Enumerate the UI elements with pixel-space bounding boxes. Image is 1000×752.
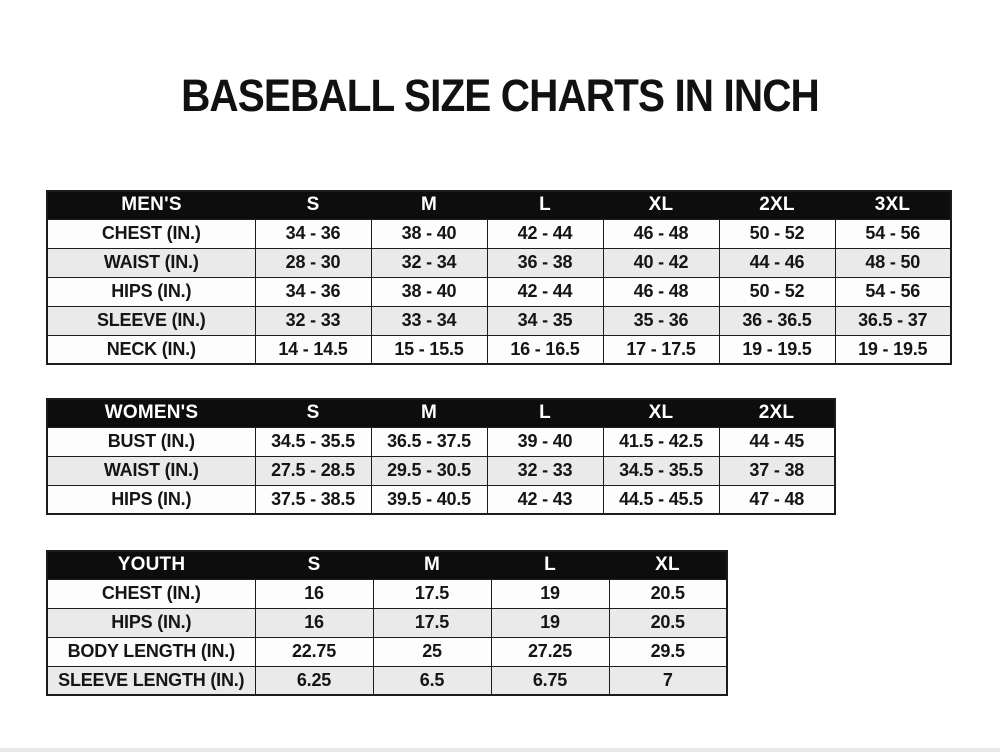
size-value-cell: 16 bbox=[255, 608, 373, 637]
row-label: BUST (IN.) bbox=[47, 427, 255, 456]
size-value-cell: 16 - 16.5 bbox=[487, 335, 603, 364]
size-value-cell: 19 - 19.5 bbox=[835, 335, 951, 364]
row-label: NECK (IN.) bbox=[47, 335, 255, 364]
size-value-cell: 17.5 bbox=[373, 608, 491, 637]
size-value-cell: 6.25 bbox=[255, 666, 373, 695]
mens-table bbox=[46, 190, 952, 365]
size-value-cell: 41.5 - 42.5 bbox=[603, 427, 719, 456]
size-value-cell: 19 - 19.5 bbox=[719, 335, 835, 364]
table-row bbox=[47, 485, 835, 514]
size-value-cell: 38 - 40 bbox=[371, 219, 487, 248]
column-header-m: M bbox=[371, 191, 487, 219]
size-value-cell: 6.75 bbox=[491, 666, 609, 695]
size-value-cell: 20.5 bbox=[609, 608, 727, 637]
size-value-cell: 54 - 56 bbox=[835, 277, 951, 306]
table-row bbox=[47, 579, 727, 608]
size-value-cell: 46 - 48 bbox=[603, 277, 719, 306]
mens-size-table bbox=[46, 190, 952, 365]
column-header-m: M bbox=[373, 551, 491, 579]
size-value-cell: 16 bbox=[255, 579, 373, 608]
youth-size-table bbox=[46, 550, 728, 696]
size-value-cell: 39 - 40 bbox=[487, 427, 603, 456]
column-header-2xl: 2XL bbox=[719, 399, 835, 427]
youth-table bbox=[46, 550, 728, 696]
size-value-cell: 15 - 15.5 bbox=[371, 335, 487, 364]
youth-table-title: YOUTH bbox=[47, 551, 255, 579]
column-header-s: S bbox=[255, 399, 371, 427]
table-row bbox=[47, 637, 727, 666]
size-value-cell: 27.5 - 28.5 bbox=[255, 456, 371, 485]
column-header-2xl: 2XL bbox=[719, 191, 835, 219]
size-value-cell: 28 - 30 bbox=[255, 248, 371, 277]
size-value-cell: 37 - 38 bbox=[719, 456, 835, 485]
column-header-s: S bbox=[255, 551, 373, 579]
size-value-cell: 50 - 52 bbox=[719, 219, 835, 248]
size-value-cell: 36.5 - 37 bbox=[835, 306, 951, 335]
size-value-cell: 19 bbox=[491, 608, 609, 637]
womens-table bbox=[46, 398, 836, 515]
column-header-xl: XL bbox=[603, 399, 719, 427]
size-value-cell: 35 - 36 bbox=[603, 306, 719, 335]
row-label: WAIST (IN.) bbox=[47, 248, 255, 277]
size-value-cell: 19 bbox=[491, 579, 609, 608]
size-value-cell: 46 - 48 bbox=[603, 219, 719, 248]
row-label: HIPS (IN.) bbox=[47, 277, 255, 306]
size-value-cell: 48 - 50 bbox=[835, 248, 951, 277]
column-header-l: L bbox=[487, 191, 603, 219]
table-row bbox=[47, 427, 835, 456]
size-value-cell: 36 - 38 bbox=[487, 248, 603, 277]
table-row bbox=[47, 248, 951, 277]
column-header-3xl: 3XL bbox=[835, 191, 951, 219]
size-value-cell: 17 - 17.5 bbox=[603, 335, 719, 364]
size-value-cell: 33 - 34 bbox=[371, 306, 487, 335]
womens-size-table bbox=[46, 398, 836, 515]
size-value-cell: 29.5 - 30.5 bbox=[371, 456, 487, 485]
table-row bbox=[47, 219, 951, 248]
size-value-cell: 25 bbox=[373, 637, 491, 666]
size-value-cell: 14 - 14.5 bbox=[255, 335, 371, 364]
womens-table-title: WOMEN'S bbox=[47, 399, 255, 427]
size-value-cell: 42 - 44 bbox=[487, 277, 603, 306]
size-value-cell: 42 - 43 bbox=[487, 485, 603, 514]
header-row bbox=[47, 191, 951, 219]
row-label: SLEEVE LENGTH (IN.) bbox=[47, 666, 255, 695]
size-value-cell: 44 - 46 bbox=[719, 248, 835, 277]
size-value-cell: 34 - 36 bbox=[255, 277, 371, 306]
size-value-cell: 42 - 44 bbox=[487, 219, 603, 248]
header-row bbox=[47, 551, 727, 579]
table-row bbox=[47, 666, 727, 695]
size-value-cell: 36.5 - 37.5 bbox=[371, 427, 487, 456]
size-value-cell: 7 bbox=[609, 666, 727, 695]
table-row bbox=[47, 456, 835, 485]
size-value-cell: 6.5 bbox=[373, 666, 491, 695]
size-value-cell: 40 - 42 bbox=[603, 248, 719, 277]
bottom-edge-strip bbox=[0, 748, 1000, 752]
page-title: BASEBALL SIZE CHARTS IN INCH bbox=[181, 70, 819, 121]
size-value-cell: 34.5 - 35.5 bbox=[603, 456, 719, 485]
size-value-cell: 47 - 48 bbox=[719, 485, 835, 514]
row-label: BODY LENGTH (IN.) bbox=[47, 637, 255, 666]
size-value-cell: 37.5 - 38.5 bbox=[255, 485, 371, 514]
size-value-cell: 34 - 36 bbox=[255, 219, 371, 248]
size-value-cell: 32 - 34 bbox=[371, 248, 487, 277]
size-value-cell: 34.5 - 35.5 bbox=[255, 427, 371, 456]
column-header-l: L bbox=[487, 399, 603, 427]
row-label: CHEST (IN.) bbox=[47, 219, 255, 248]
size-value-cell: 39.5 - 40.5 bbox=[371, 485, 487, 514]
row-label: WAIST (IN.) bbox=[47, 456, 255, 485]
size-value-cell: 44 - 45 bbox=[719, 427, 835, 456]
size-value-cell: 32 - 33 bbox=[255, 306, 371, 335]
table-row bbox=[47, 335, 951, 364]
column-header-m: M bbox=[371, 399, 487, 427]
size-value-cell: 38 - 40 bbox=[371, 277, 487, 306]
size-value-cell: 34 - 35 bbox=[487, 306, 603, 335]
column-header-xl: XL bbox=[603, 191, 719, 219]
column-header-l: L bbox=[491, 551, 609, 579]
size-value-cell: 32 - 33 bbox=[487, 456, 603, 485]
mens-table-title: MEN'S bbox=[47, 191, 255, 219]
table-row bbox=[47, 277, 951, 306]
row-label: HIPS (IN.) bbox=[47, 608, 255, 637]
size-value-cell: 17.5 bbox=[373, 579, 491, 608]
size-value-cell: 27.25 bbox=[491, 637, 609, 666]
size-value-cell: 44.5 - 45.5 bbox=[603, 485, 719, 514]
header-row bbox=[47, 399, 835, 427]
column-header-s: S bbox=[255, 191, 371, 219]
size-value-cell: 20.5 bbox=[609, 579, 727, 608]
size-value-cell: 22.75 bbox=[255, 637, 373, 666]
row-label: HIPS (IN.) bbox=[47, 485, 255, 514]
size-value-cell: 29.5 bbox=[609, 637, 727, 666]
size-value-cell: 54 - 56 bbox=[835, 219, 951, 248]
size-value-cell: 36 - 36.5 bbox=[719, 306, 835, 335]
column-header-xl: XL bbox=[609, 551, 727, 579]
row-label: CHEST (IN.) bbox=[47, 579, 255, 608]
table-row bbox=[47, 608, 727, 637]
size-value-cell: 50 - 52 bbox=[719, 277, 835, 306]
row-label: SLEEVE (IN.) bbox=[47, 306, 255, 335]
table-row bbox=[47, 306, 951, 335]
